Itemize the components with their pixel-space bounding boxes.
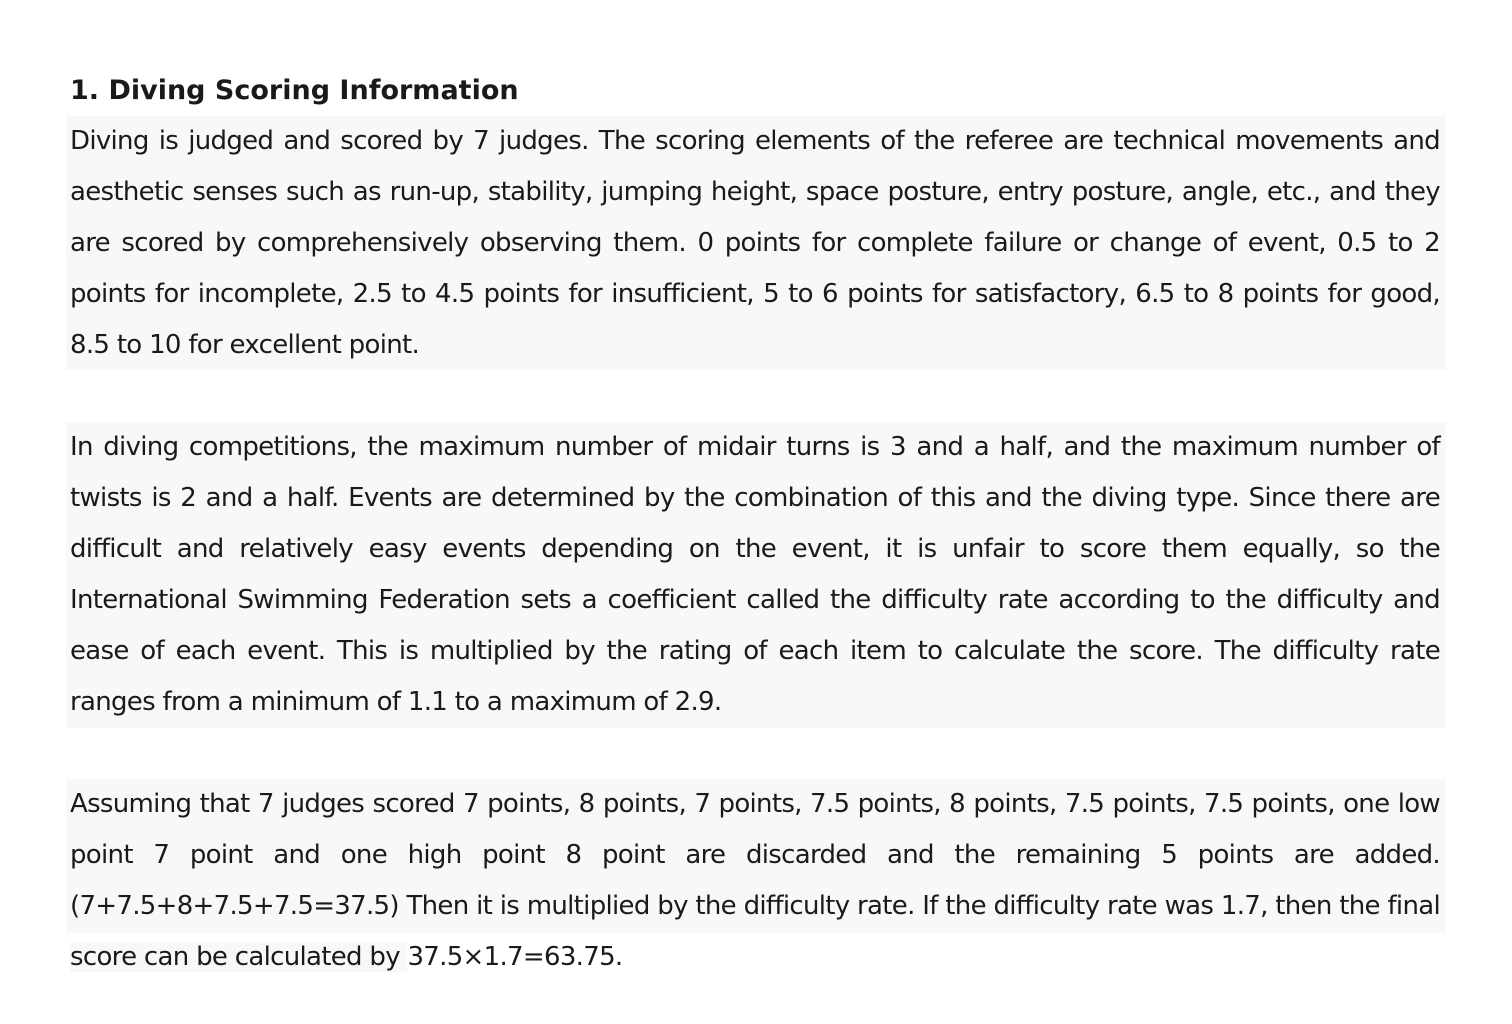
scoring-elements-paragraph: Diving is judged and scored by 7 judges. The scoring elements of the referee are technical movements and aesthetic senses such as run-up, stability, jumping height, space posture, entry posture, angle, etc., and they are scored by comprehensively observing them. 0 points for complete failure or change of event, 0.5 to 2 points for incomplete, 2.5 to 4.5 points for insufficient, 5 to 6 points for satisfactory, 6.5 to 8 points for good, 8.5 to 10 for excellent point. bbox=[66, 116, 1446, 370]
score-example-text: Assuming that 7 judges scored 7 points, 8 points, 7 points, 7.5 points, 8 points, 7.5 points, 7.5 points, one low point 7 point and one high point 8 point are discarded and the remaining 5 points are added. (7+7.5+8+7.5+7.5=37.5) Then it is multiplied by the difficulty rate. If the difficulty rate was 1.7, then bbox=[70, 789, 1440, 921]
difficulty-rate-paragraph: In diving competitions, the maximum number of midair turns is 3 and a half, and the maximum number of twists is 2 and a half. Events are determined by the combination of this and the diving type. Since there are difficult and relatively easy events depending on the event, it is unfair to score them equally, so the International Swimming Federation sets a coefficient called the difficulty rate according to the difficulty and ease of each event. This is multiplied by the rating of each item to calculate the score. The difficulty rate ranges from a minimum of 1.1 to a maximum of 2.9. bbox=[66, 422, 1446, 728]
final-score-formula: 37.5×1.7=63.75. bbox=[407, 942, 623, 972]
score-example-paragraph bbox=[66, 779, 1446, 984]
score-example-last-line: the final score can be calculated by bbox=[70, 891, 1440, 972]
section-heading: 1. Diving Scoring Information bbox=[70, 75, 519, 106]
